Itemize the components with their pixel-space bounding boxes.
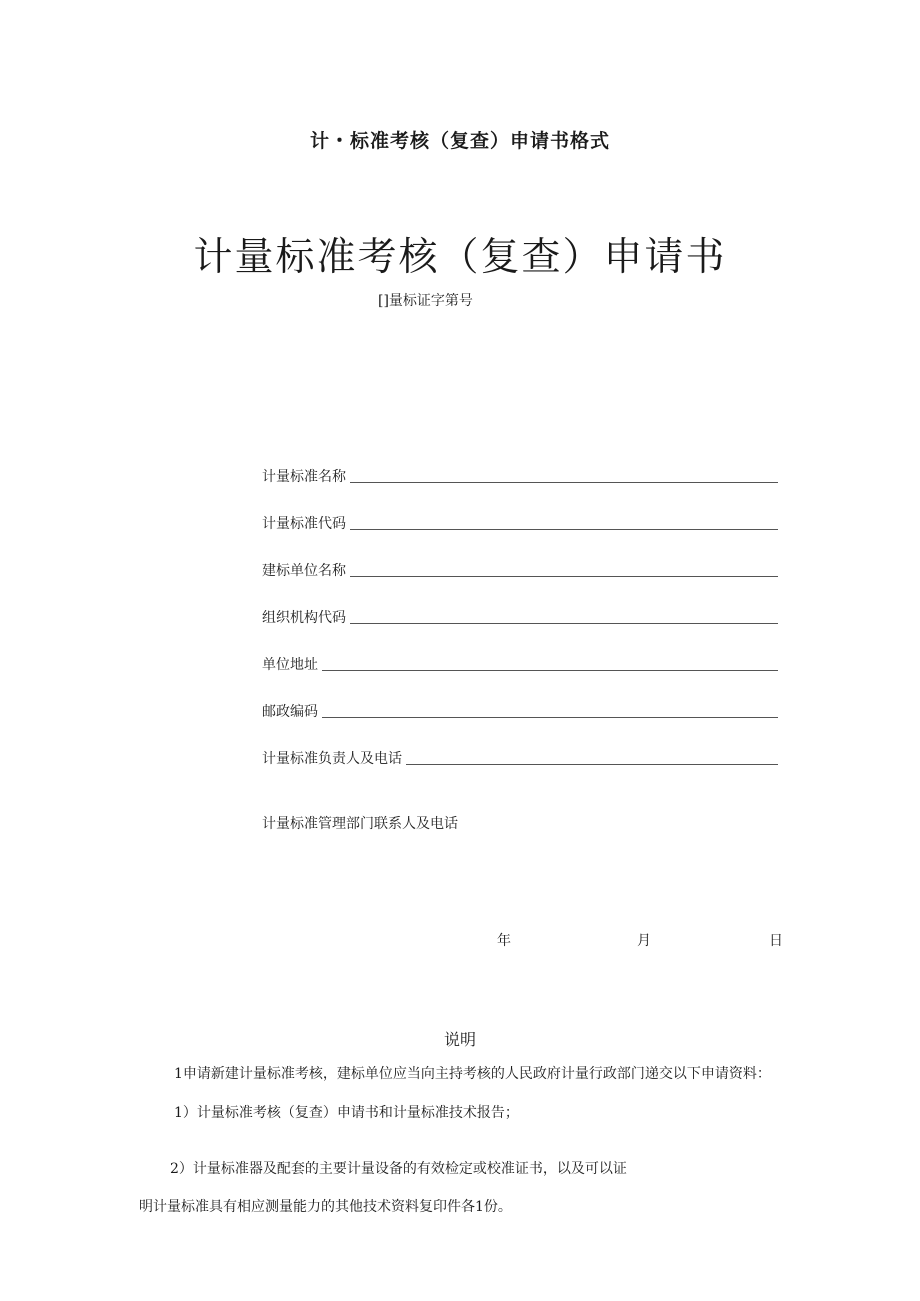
note-item: 1申请新建计量标准考核，建标单位应当向主持考核的人民政府计量行政部门递交以下申请资料： <box>174 1066 771 1082</box>
field-address <box>262 652 778 674</box>
field-label: 组织机构代码 <box>262 610 346 626</box>
field-label: 计量标准名称 <box>262 469 346 485</box>
fill-in-line <box>350 481 778 483</box>
field-label: 建标单位名称 <box>262 563 346 579</box>
field-standard-code <box>262 511 778 533</box>
field-postal-code <box>262 699 778 721</box>
field-label: 计量标准负责人及电话 <box>262 751 402 767</box>
note-item: 1）计量标准考核（复查）申请书和计量标准技术报告； <box>174 1105 519 1121</box>
field-label: 单位地址 <box>262 657 318 673</box>
note-item: 明计量标准具有相应测量能力的其他技术资料复印件各1份。 <box>139 1199 512 1215</box>
fill-in-line <box>322 716 778 718</box>
field-responsible-person <box>262 746 778 768</box>
date-day: 日 <box>769 933 783 949</box>
top-heading: 计・标准考核（复查）申请书格式 <box>309 130 610 152</box>
date-year: 年 <box>497 933 511 949</box>
fill-in-line <box>350 575 778 577</box>
field-standard-name <box>262 464 778 486</box>
field-organization-code <box>262 605 778 627</box>
field-unit-name <box>262 558 778 580</box>
fill-in-line <box>350 528 778 530</box>
document-title: 计量标准考核（复查）申请书 <box>193 235 727 280</box>
fill-in-line <box>350 622 778 624</box>
certificate-number: []量标证字第号 <box>378 293 473 309</box>
field-label: 邮政编码 <box>262 704 318 720</box>
notes-title: 说明 <box>443 1030 476 1049</box>
note-item: 2）计量标准器及配套的主要计量设备的有效检定或校准证书，以及可以证 <box>170 1161 627 1177</box>
contact-label: 计量标准管理部门联系人及电话 <box>262 816 458 832</box>
fill-in-line <box>406 763 778 765</box>
field-label: 计量标准代码 <box>262 516 346 532</box>
date-month: 月 <box>637 933 651 949</box>
fill-in-line <box>322 669 778 671</box>
